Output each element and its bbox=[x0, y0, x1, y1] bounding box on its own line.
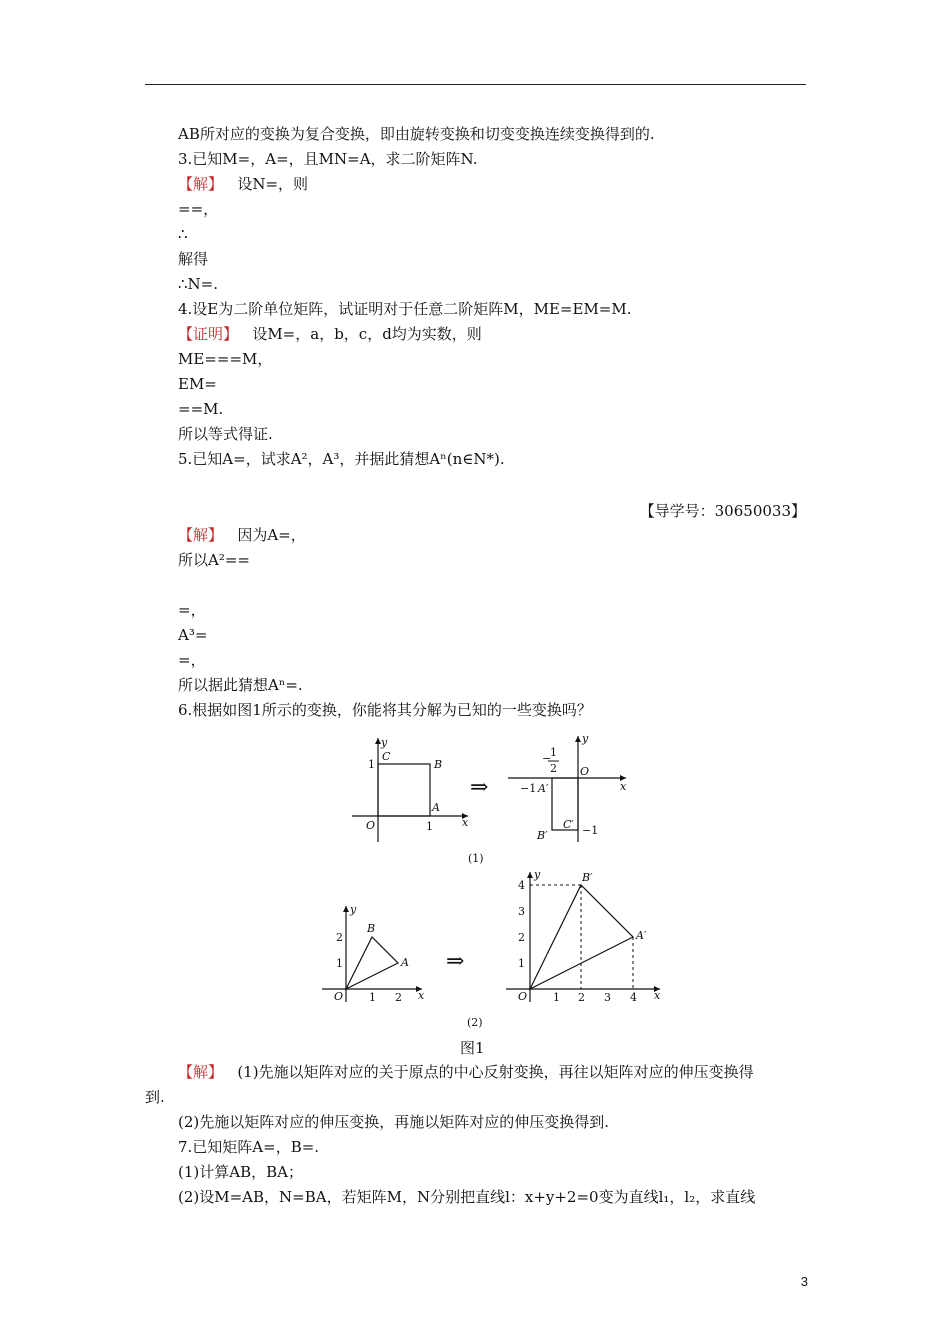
text-span: 因为A=， bbox=[237, 526, 306, 544]
origin-label: O bbox=[334, 990, 344, 1003]
text-line: A³= bbox=[178, 626, 208, 644]
text-line: EM= bbox=[178, 375, 217, 393]
subfigure-label: (2) bbox=[467, 1016, 483, 1029]
tick-label: 2 bbox=[395, 991, 402, 1004]
tick-label: 2 bbox=[518, 931, 525, 944]
axis-label: x bbox=[462, 816, 469, 829]
point-label: B′ bbox=[582, 871, 593, 884]
tick-label: 2 bbox=[578, 991, 585, 1004]
subfigure-label: (1) bbox=[468, 852, 484, 865]
proof-tag: 【证明】 bbox=[178, 325, 239, 343]
text-line: (2)先施以矩阵对应的伸压变换，再施以矩阵对应的伸压变换得到. bbox=[178, 1113, 610, 1131]
text-line: ∴ bbox=[178, 225, 188, 243]
point-label: B′ bbox=[537, 829, 548, 842]
text-line: 所以等式得证. bbox=[178, 425, 273, 443]
tick-label: 1 bbox=[518, 957, 525, 970]
text-line: ME===M， bbox=[178, 350, 273, 368]
point-label: A bbox=[432, 801, 440, 814]
solution-tag: 【解】 bbox=[178, 526, 224, 544]
text-line: =， bbox=[178, 601, 206, 619]
text-line: 所以A²== bbox=[178, 551, 250, 569]
point-label: B bbox=[434, 758, 443, 771]
axis-label: y bbox=[534, 868, 541, 881]
text-line: 所以据此猜想Aⁿ=. bbox=[178, 676, 303, 694]
axis-label: x bbox=[418, 989, 425, 1002]
page-number: 3 bbox=[800, 1274, 808, 1289]
problem-6: 6.根据如图1所示的变换，你能将其分解为已知的一些变换吗？ bbox=[178, 701, 592, 719]
problem-4: 4.设E为二阶单位矩阵，试证明对于任意二阶矩阵M，ME=EM=M. bbox=[178, 300, 632, 318]
axis-label: x bbox=[654, 989, 661, 1002]
tick-label: 3 bbox=[604, 991, 611, 1004]
tick-label: 1 bbox=[369, 991, 376, 1004]
tick-label: 4 bbox=[518, 879, 525, 892]
point-label: A bbox=[401, 956, 409, 969]
origin-label: O bbox=[366, 819, 376, 832]
text-span: 设N=，则 bbox=[237, 175, 309, 193]
origin-label: O bbox=[580, 765, 590, 778]
text-line: 解得 bbox=[178, 250, 209, 268]
axis-label: y bbox=[381, 736, 388, 749]
text-line: =， bbox=[178, 651, 206, 669]
tick-label: 2 bbox=[336, 931, 343, 944]
problem-3: 3.已知M=，A=，且MN=A，求二阶矩阵N. bbox=[178, 150, 478, 168]
point-label: C bbox=[382, 750, 391, 763]
tick-label: − bbox=[542, 752, 552, 765]
solution-line bbox=[178, 1062, 754, 1082]
tick-label: −1 bbox=[520, 782, 537, 795]
point-label: C′ bbox=[563, 818, 574, 831]
tick-label: 1 bbox=[553, 991, 560, 1004]
guide-reference: 【导学号：30650033】 bbox=[639, 502, 806, 520]
text-line: ==， bbox=[178, 200, 219, 218]
axis-label: x bbox=[620, 780, 627, 793]
tick-label: 1 bbox=[336, 957, 343, 970]
tick-label: 3 bbox=[518, 905, 525, 918]
transform-arrow: ⇒ bbox=[446, 949, 465, 974]
point-label: B bbox=[367, 922, 376, 935]
problem-7: 7.已知矩阵A=，B=. bbox=[178, 1138, 320, 1156]
axis-label: y bbox=[350, 903, 357, 916]
point-label: A′ bbox=[538, 782, 549, 795]
text-span: 设M=，a，b，c，d均为实数，则 bbox=[252, 325, 482, 343]
problem-5: 5.已知A=，试求A²，A³，并据此猜想Aⁿ(n∈N*). bbox=[178, 450, 505, 468]
text-line: ==M. bbox=[178, 400, 224, 418]
tick-label: 2 bbox=[550, 762, 557, 775]
point-label: A′ bbox=[636, 929, 647, 942]
tick-label: 1 bbox=[368, 758, 375, 771]
text-line: ∴N=. bbox=[178, 275, 219, 293]
tick-label: 1 bbox=[426, 820, 433, 833]
text-span: (1)先施以矩阵对应的关于原点的中心反射变换，再往以矩阵对应的伸压变换得 bbox=[237, 1063, 754, 1081]
tick-label: 1 bbox=[550, 746, 557, 759]
text-line: 到. bbox=[145, 1088, 165, 1106]
text-line: (1)计算AB，BA； bbox=[178, 1163, 303, 1181]
solution-tag: 【解】 bbox=[178, 1063, 224, 1081]
text-line: AB所对应的变换为复合变换，即由旋转变换和切变变换连续变换得到的. bbox=[178, 125, 655, 143]
text-line: (2)设M=AB，N=BA，若矩阵M，N分别把直线l：x+y+2=0变为直线l₁，l₂，求直线 bbox=[178, 1188, 756, 1206]
figure-caption: 图1 bbox=[460, 1039, 485, 1057]
transform-arrow: ⇒ bbox=[470, 775, 489, 800]
axis-label: y bbox=[582, 732, 589, 745]
tick-label: 4 bbox=[630, 991, 637, 1004]
solution-tag: 【解】 bbox=[178, 175, 224, 193]
origin-label: O bbox=[518, 990, 528, 1003]
tick-label: −1 bbox=[582, 824, 599, 837]
